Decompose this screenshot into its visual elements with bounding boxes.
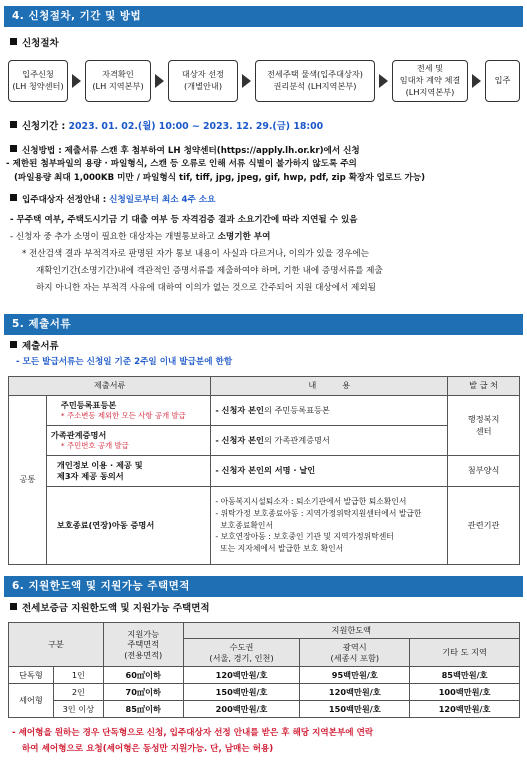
content-privacy-consent: - 신청자 본인의 서명 · 날인 bbox=[211, 456, 448, 487]
type-share: 셰어형 bbox=[9, 684, 54, 718]
header-issuer: 발 급 처 bbox=[448, 377, 520, 396]
step-contract: 전세 및 임대차 계약 체결 (LH지역본부) bbox=[392, 60, 468, 102]
header-content: 내 용 bbox=[211, 377, 448, 396]
arrow-right-icon bbox=[72, 74, 81, 88]
table-row: 셰어형 2인 70㎡이하 150백만원/호 120백만원/호 100백만원/호 bbox=[9, 684, 520, 701]
section-5-header bbox=[4, 314, 523, 335]
notice-2: - 신청자 중 추가 소명이 필요한 대상자는 개별통보하고 소명기한 부여 bbox=[10, 232, 271, 242]
doc-privacy-consent: 개인정보 이용 · 제공 및 제3자 제공 동의서 bbox=[46, 456, 210, 487]
notice-3c: 하지 아니한 자는 부적격 사유에 대하여 이의가 없는 것으로 간주되어 지원 대상에서 제외됨 bbox=[36, 283, 376, 293]
share-note-1: - 셰어형을 원하는 경우 단독형으로 신청, 입주대상자 선정 안내를 받은 후 해당 지역본부에 연락 bbox=[12, 728, 374, 738]
share-note-2: 하여 셰어형으로 요청(셰어형은 동성만 지원가능. 단, 남매는 허용) bbox=[22, 744, 274, 754]
notice-line: 입주대상자 선정안내 : 신청일로부터 최소 4주 소요 bbox=[10, 194, 519, 207]
content-resident-register: - 신청자 본인의 주민등록표등본 bbox=[211, 396, 448, 426]
header-area: 지원가능 주택면적 (전용면적) bbox=[103, 623, 183, 667]
arrow-right-icon bbox=[242, 74, 251, 88]
section-6-title: 6. 지원한도액 및 지원가능 주택면적 bbox=[12, 580, 190, 592]
arrow-right-icon bbox=[155, 74, 164, 88]
support-table bbox=[8, 622, 520, 718]
section-4-title: 4. 신청절차, 기간 및 방법 bbox=[12, 10, 142, 22]
square-bullet-icon bbox=[10, 603, 17, 610]
type-single: 단독형 bbox=[9, 667, 54, 684]
section-4-header bbox=[4, 6, 523, 27]
issuer-attached-form: 첨부양식 bbox=[448, 456, 520, 487]
section-6-header bbox=[4, 576, 523, 597]
header-limit: 지원한도액 bbox=[183, 623, 519, 639]
notice-3b: 재확인기간(소명기간)내에 객관적인 증명서류를 제출하여야 하며, 기한 내에 증명서류를 제출 bbox=[36, 266, 383, 276]
step-qualify: 자격확인 (LH 지역본부) bbox=[85, 60, 151, 102]
group-common: 공통 bbox=[9, 396, 47, 565]
method-note-1: - 제한된 첨부파일의 용량 · 파일형식, 스캔 등 오류로 인해 서류 식별이 불가하지 않도록 주의 bbox=[6, 159, 357, 169]
documents-table bbox=[8, 376, 520, 565]
square-bullet-icon bbox=[10, 341, 17, 348]
table-row: 단독형 1인 60㎡이하 120백만원/호 95백만원/호 85백만원/호 bbox=[9, 667, 520, 684]
method-note-2: (파일용량 최대 1,000KB 미만 / 파일형식 tif, tiff, jpg, jpeg, gif, hwp, pdf, zip 확장자 업로드 가능) bbox=[14, 173, 426, 183]
section-5-title: 5. 제출서류 bbox=[12, 318, 72, 330]
method-line: 신청방법 : 제출서류 스캔 후 첨부하여 LH 청약센터(https://apply.lh.or.kr)에서 신청 bbox=[10, 145, 519, 158]
arrow-right-icon bbox=[379, 74, 388, 88]
content-family-relation: - 신청자 본인의 가족관계증명서 bbox=[211, 426, 448, 456]
step-search: 전세주택 물색(입주대상자) 권리분석 (LH지역본부) bbox=[255, 60, 375, 102]
square-bullet-icon bbox=[10, 121, 17, 128]
header-documents: 제출서류 bbox=[9, 377, 211, 396]
notice-1: - 무주택 여부, 주택도시기금 기 대출 여부 등 자격검증 결과 소요기간에 따라 지연될 수 있음 bbox=[10, 215, 358, 225]
doc-protection-end: 보호종료(연장)아동 증명서 bbox=[46, 487, 210, 565]
procedure-flow bbox=[8, 60, 520, 105]
step-apply: 입주신청 (LH 청약센터) bbox=[8, 60, 68, 102]
square-bullet-icon bbox=[10, 194, 17, 201]
period-line: 신청기간 : 2023. 01. 02.(월) 10:00 ~ 2023. 12. 29.(금) 18:00 bbox=[10, 121, 519, 134]
step-move-in: 입주 bbox=[485, 60, 520, 102]
square-bullet-icon bbox=[10, 38, 17, 45]
documents-note: - 모든 발급서류는 신청일 기준 2주일 이내 발급분에 한함 bbox=[16, 357, 233, 367]
arrow-right-icon bbox=[472, 74, 481, 88]
header-other: 기타 도 지역 bbox=[410, 639, 520, 667]
step-select: 대상자 선정 (개별안내) bbox=[168, 60, 238, 102]
notice-3a: * 전산검색 결과 부적격자로 판명된 자가 통보 내용이 사실과 다르거나, 이의가 있을 경우에는 bbox=[22, 249, 369, 259]
table-row: 3인 이상 85㎡이하 200백만원/호 150백만원/호 120백만원/호 bbox=[9, 701, 520, 718]
support-heading: 전세보증금 지원한도액 및 지원가능 주택면적 bbox=[10, 603, 210, 616]
procedure-heading: 신청절차 bbox=[10, 38, 59, 51]
header-kind: 구분 bbox=[9, 623, 104, 667]
square-bullet-icon bbox=[10, 145, 17, 152]
header-metro: 수도권 (서울, 경기, 인천) bbox=[183, 639, 300, 667]
header-metro-city: 광역시 (세종시 포함) bbox=[300, 639, 410, 667]
content-protection-end: - 아동복지시설퇴소자 : 퇴소기관에서 발급한 퇴소확인서 - 위탁가정 보호종료아동 : 지역가정위탁지원센터에서 발급한 보호종료확인서 - 보호연장아동 : 보호중인 기관 및 지역가정위탁센터 또는 지자체에서 발급한 보호 확인서 bbox=[211, 487, 448, 565]
doc-resident-register: 주민등록표등본 * 주소변동 제외한 모든 사항 공개 발급 bbox=[46, 396, 210, 426]
doc-family-relation: 가족관계증명서 * 주민번호 공개 발급 bbox=[46, 426, 210, 456]
issuer-related-agency: 관련기관 bbox=[448, 487, 520, 565]
documents-heading: 제출서류 bbox=[10, 341, 59, 354]
issuer-welfare-center: 행정복지 센터 bbox=[448, 396, 520, 456]
